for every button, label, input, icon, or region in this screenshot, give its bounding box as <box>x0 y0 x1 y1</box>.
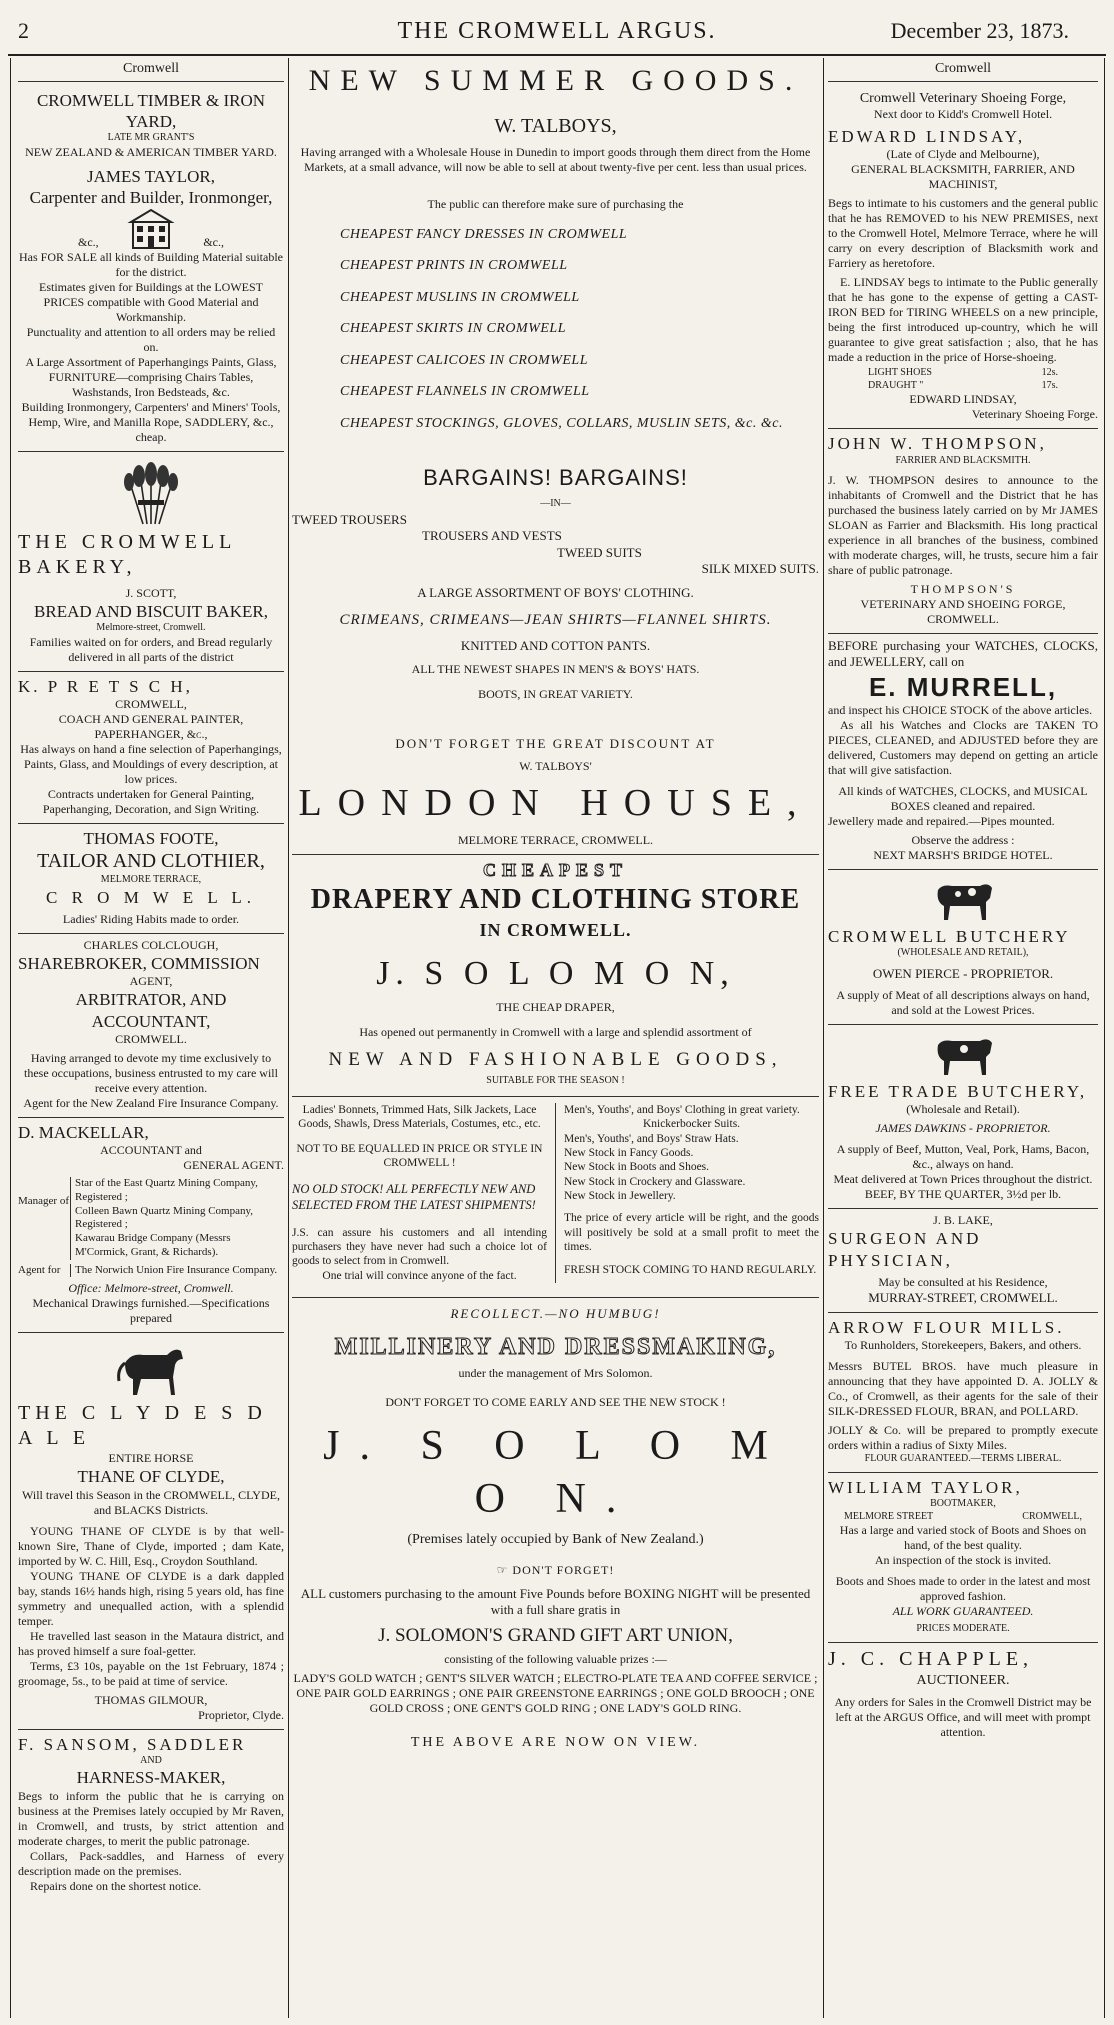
ad-text: All kinds of WATCHES, CLOCKS, and MUSICAL BOXES cleaned and repaired. <box>838 784 1088 813</box>
ad-text: Has always on hand a fine selection of Paperhangings, Paints, Glass, and Mouldings of every description, at low prices. <box>20 742 282 786</box>
ad-text: FLOUR GUARANTEED.—TERMS LIBERAL. <box>864 1453 1062 1465</box>
ad-text: Having arranged to devote my time exclusively to these occupations, business entrusted to my care will receive every attention. <box>24 1050 278 1095</box>
ad-foote <box>18 824 284 934</box>
ad-name: THOMAS FOOTE, <box>83 829 219 848</box>
ad-name: W. TALBOYS' <box>519 758 592 773</box>
ad-bakery <box>18 452 284 672</box>
ad-signature: THOMAS GILMOUR, <box>94 1692 208 1707</box>
ad-text: —IN— <box>540 497 571 509</box>
ad-title: FREE TRADE BUTCHERY, <box>828 1082 1088 1101</box>
ad-label: Manager of <box>18 1195 70 1207</box>
ad-text: An inspection of the stock is invited. <box>874 1553 1052 1567</box>
ad-trade: COACH AND GENERAL PAINTER, PAPERHANGER, &c., <box>58 712 244 741</box>
ad-text: AND <box>140 1754 162 1766</box>
ad-text: New Stock in Crockery and Glassware. <box>564 1175 746 1188</box>
ad-address: CROMWELL, <box>1022 1510 1082 1522</box>
ad-name: E. MURRELL, <box>868 671 1058 702</box>
ad-text: May be consulted at his Residence, <box>878 1274 1048 1289</box>
ad-title: THE CROMWELL BAKERY, <box>18 531 236 578</box>
ad-text: Any orders for Sales in the Cromwell District may be left at the ARGUS Office, and will meet with prompt attention. <box>834 1695 1092 1739</box>
ad-title: K. P R E T S C H, <box>18 676 193 696</box>
ad-subtitle: LATE MR GRANT'S <box>107 132 195 143</box>
dont-forget-line <box>292 1563 819 1578</box>
ad-address: MELMORE STREET <box>844 1510 934 1522</box>
ad-text: Boots and Shoes made to order in the latest and most approved fashion. <box>835 1574 1091 1603</box>
ad-title: J. SOLOMON'S GRAND GIFT ART UNION, <box>378 1625 733 1647</box>
right-border <box>1104 58 1105 2018</box>
ad-name: THANE OF CLYDE, <box>77 1467 225 1487</box>
ad-title: TAILOR AND CLOTHIER, <box>37 850 265 873</box>
ad-text: NOT TO BE EQUALLED IN PRICE OR STYLE IN CROMWELL ! <box>296 1142 543 1169</box>
header-rule <box>8 54 1106 56</box>
ad-thompson <box>828 429 1098 634</box>
ad-trade: BREAD AND BISCUIT BAKER, <box>34 602 268 621</box>
page-number: 2 <box>18 18 29 43</box>
ad-address: NEXT MARSH'S BRIDGE HOTEL. <box>873 848 1053 862</box>
ad-text: Has a large and varied stock of Boots and Shoes on hand, of the best quality. <box>839 1523 1087 1552</box>
ad-name: WILLIAM TAYLOR, <box>828 1477 1023 1497</box>
left-column <box>18 58 284 2018</box>
ad-title: MILLINERY AND DRESSMAKING, <box>334 1334 777 1361</box>
ad-text: New Stock in Fancy Goods. <box>564 1146 694 1159</box>
ad-signature: Proprietor, Clyde. <box>198 1707 284 1722</box>
ad-title: NEW SUMMER GOODS. <box>308 64 803 97</box>
ad-text: Colleen Bawn Quartz Mining Company, Registered ; <box>75 1204 254 1231</box>
ad-text: Jewellery made and repaired.—Pipes mounted. <box>828 814 1055 828</box>
ad-title: DRAPERY AND CLOTHING STORE <box>310 883 801 915</box>
ad-trade: HARNESS-MAKER, <box>76 1768 226 1788</box>
ad-text: LIGHT SHOES <box>868 367 932 379</box>
horse-illustration <box>111 1341 191 1397</box>
ad-text: Ladies' Bonnets, Trimmed Hats, Silk Jackets, Lace Goods, Shawls, Dress Materials, Costumes, etc., etc. <box>298 1103 541 1131</box>
ad-text: CRIMEANS, CRIMEANS—JEAN SHIRTS—FLANNEL SHIRTS. <box>339 612 772 629</box>
list-item: CHEAPEST FANCY DRESSES IN CROMWELL <box>340 226 628 242</box>
ad-clydesdale <box>18 1333 284 1729</box>
ad-solomon <box>292 855 819 1758</box>
ad-text: and inspect his CHOICE STOCK of the above articles. <box>828 703 1093 717</box>
wheat-sheaf-illustration <box>121 460 181 526</box>
ad-text: One trial will convince anyone of the fact. <box>322 1269 517 1282</box>
ad-name: JAMES TAYLOR, <box>86 166 216 186</box>
ad-text: As all his Watches and Clocks are TAKEN TO PIECES, CLEANED, and ADJUSTED before they are delivered, Customers may depend on getting an article that will give satisfaction. <box>828 718 1098 777</box>
building-illustration <box>126 208 176 250</box>
ad-pretsch <box>18 672 284 824</box>
ad-text: Agent for the New Zealand Fire Insurance Company. <box>23 1095 279 1110</box>
ad-lake <box>828 1209 1098 1313</box>
ad-subtitle: (Late of Clyde and Melbourne), <box>886 147 1040 162</box>
ad-text: YOUNG THANE OF CLYDE is by that well-known Sire, Thane of Clyde, imported ; dam Kate, imported by W. C. Hill, Esq., Croydon Southland. <box>18 1523 284 1568</box>
ad-text: Star of the East Quartz Mining Company, Registered ; <box>75 1177 258 1203</box>
ad-murrell <box>828 634 1098 870</box>
pointing-hand-icon: ☞ <box>496 1562 509 1577</box>
list-item: CHEAPEST CALICOES IN CROMWELL <box>340 352 588 368</box>
ad-trade: ARBITRATOR, AND ACCOUNTANT, <box>75 990 227 1031</box>
list-item: CHEAPEST MUSLINS IN CROMWELL <box>340 289 580 305</box>
ad-text: Begs to inform the public that he is carrying on business at the Premises lately occupied by Mr Raven, in Cromwell, and trusts, by strict attention and moderate charges, to merit the public patronage. <box>18 1788 284 1848</box>
ad-text: BEEF, BY THE QUARTER, 3½d per lb. <box>864 1187 1062 1202</box>
column-rule-2 <box>823 58 824 2018</box>
list-item: CHEAPEST PRINTS IN CROMWELL <box>340 258 568 273</box>
ad-subtitle: NEW ZEALAND & AMERICAN TIMBER YARD. <box>25 144 277 159</box>
ad-text: Men's, Youths', and Boys' Straw Hats. <box>564 1132 739 1145</box>
ad-free-trade-butchery <box>828 1025 1098 1209</box>
ad-subtitle: (WHOLESALE AND RETAIL), <box>897 947 1029 959</box>
ad-title: NEW AND FASHIONABLE GOODS, <box>328 1048 783 1070</box>
ad-subtitle: VETERINARY AND SHOEING FORGE, <box>860 597 1066 611</box>
ad-text: (Premises lately occupied by Bank of New Zealand.) <box>407 1532 704 1548</box>
ad-name: W. TALBOYS, <box>494 114 617 137</box>
ad-text: under the management of Mrs Solomon. <box>458 1366 653 1381</box>
ad-talboys <box>292 58 819 855</box>
ad-text: The price of every article will be right, and the goods will positively be sold at a small profit to meet the times. <box>564 1212 819 1254</box>
ad-text: Has opened out permanently in Cromwell with a large and splendid assortment of <box>359 1024 752 1039</box>
ad-text: DON'T FORGET THE GREAT DISCOUNT AT <box>395 736 716 752</box>
ad-text: DRAUGHT " <box>868 379 924 391</box>
ad-text: He travelled last season in the Mataura district, and has proved himself a sure foal-getter. <box>18 1628 284 1658</box>
ad-text: NO OLD STOCK! ALL PERFECTLY NEW AND SELECTED FROM THE LATEST SHIPMENTS! <box>292 1182 536 1212</box>
ad-text: FRESH STOCK COMING TO HAND REGULARLY. <box>564 1263 817 1276</box>
ad-trade: FARRIER AND BLACKSMITH. <box>895 454 1031 466</box>
middle-column <box>292 58 819 2018</box>
ad-name: EDWARD LINDSAY, <box>828 127 1026 146</box>
solomon-details <box>292 1096 819 1283</box>
ad-price: 17s. <box>1041 379 1058 391</box>
ad-text: New Stock in Boots and Shoes. <box>564 1161 710 1174</box>
ad-subtitle: CROMWELL. <box>927 612 999 626</box>
ad-text: Observe the address : <box>911 833 1015 847</box>
ad-text: Will travel this Season in the CROMWELL, CLYDE, and BLACKS Districts. <box>22 1487 280 1517</box>
ad-text: YOUNG THANE OF CLYDE is a dark dappled bay, stands 16½ hands high, rising 5 years old, has fine symmetry and unequalled action, with a splendid temper. <box>18 1568 284 1628</box>
ad-name: J. S O L O M O N. <box>323 1423 788 1522</box>
ad-name: J. B. LAKE, <box>933 1213 993 1228</box>
ad-text: ALL customers purchasing to the amount Five Pounds before BOXING NIGHT will be presented with a full share gratis in <box>300 1585 811 1617</box>
ad-text: Meat delivered at Town Prices throughout the district. <box>833 1172 1093 1187</box>
ad-text: Begs to intimate to his customers and the general public that he has REMOVED to his NEW PREMISES, next to the Cromwell Hotel, Melmore Terrace, where he will carry on every description of Blacksmith work and Farriery as heretofore. <box>828 196 1098 271</box>
ad-text: Punctuality and attention to all orders may be relied on. <box>26 325 276 354</box>
agent-list <box>18 1264 284 1278</box>
ad-text: J. W. THOMPSON desires to announce to the inhabitants of Cromwell and the District that he has purchased the business lately carried on by Mr JAMES SLOAN as Farrier and Blacksmith. His long practical experience in all branches of the business, combined with moderate charges, will, he trusts, secure him a fair share of public patronage. <box>828 473 1098 577</box>
ad-text: Estimates given for Buildings at the LOWEST PRICES compatible with Good Material and Workmanship. <box>39 280 263 324</box>
ad-text: Kawarau Bridge Company (Messrs M'Cormick, Grant, & Richards). <box>75 1232 231 1258</box>
ad-subtitle: THOMPSON'S <box>910 582 1016 596</box>
ad-address: MELMORE TERRACE, CROMWELL. <box>457 833 654 847</box>
ad-price: 12s. <box>1041 367 1058 379</box>
ad-taylor-bootmaker <box>828 1473 1098 1643</box>
ad-trade: GENERAL AGENT. <box>183 1158 284 1172</box>
ad-text: Having arranged with a Wholesale House in Dunedin to import goods through them direct from the Home Markets, at a small advance, will now be able to sell at about twenty-five per cent. less than usual prices. <box>300 144 811 174</box>
manager-list <box>18 1177 284 1260</box>
cheapest-list <box>292 226 819 433</box>
ad-mackellar <box>18 1118 284 1334</box>
cow-illustration <box>928 878 998 922</box>
ad-title: ARROW FLOUR MILLS. <box>828 1318 1065 1337</box>
list-item: CHEAPEST SKIRTS IN CROMWELL <box>340 321 566 336</box>
ad-title: LONDON HOUSE, <box>298 781 813 824</box>
ad-title: D. MACKELLAR, <box>18 1122 149 1142</box>
ad-text: The Norwich Union Fire Insurance Company. <box>70 1264 284 1278</box>
ad-cromwell-butchery <box>828 870 1098 1025</box>
ad-text: KNITTED AND COTTON PANTS. <box>460 638 651 653</box>
bargains-heading: BARGAINS! BARGAINS! <box>423 465 688 490</box>
ad-text: &c., <box>203 235 224 249</box>
ad-text: E. LINDSAY begs to intimate to the Public generally that he has gone to the expense of getting a CAST-IRON BED for TIRING WHEELS on a new principle, being the first introduced up-country, which he will guarantee to give great satisfaction ; also, that he has made a reduction in the price of Horse-shoeing. <box>828 275 1098 365</box>
ad-name: J. SCOTT, <box>125 586 177 600</box>
right-column <box>828 58 1098 2018</box>
ad-signature: EDWARD LINDSAY, <box>909 392 1017 407</box>
ad-title: SHAREBROKER, COMMISSION <box>18 954 260 973</box>
ad-trade: Carpenter and Builder, Ironmonger, <box>29 187 273 207</box>
ad-text: The public can therefore make sure of purchasing the <box>427 196 684 211</box>
ad-text: consisting of the following valuable prizes :— <box>444 1652 667 1666</box>
ad-text: THE ABOVE ARE NOW ON VIEW. <box>410 1735 701 1750</box>
ad-text: ALL THE NEWEST SHAPES IN MEN'S & BOYS' HATS. <box>411 662 700 677</box>
ad-text: ALL WORK GUARANTEED. <box>892 1604 1034 1618</box>
ad-chapple <box>828 1643 1098 1747</box>
price-row <box>828 380 1098 393</box>
ad-text: &c., <box>78 235 99 249</box>
ad-trade: ACCOUNTANT and <box>100 1143 202 1157</box>
ad-name: JOHN W. THOMPSON, <box>828 434 1047 454</box>
ad-text: JOLLY & Co. will be prepared to promptly execute orders within a radius of Sixty Miles. <box>828 1423 1098 1453</box>
ad-text: Contracts undertaken for General Painting, Paperhanging, Decoration, and Sign Writing. <box>42 787 260 816</box>
cow-illustration <box>928 1033 998 1077</box>
column-heading: Cromwell <box>828 58 1098 82</box>
ad-text: TWEED TROUSERS <box>292 512 407 527</box>
ad-text: SILK MIXED SUITS. <box>701 560 819 576</box>
ad-text: Mechanical Drawings furnished.—Specifications prepared <box>32 1296 270 1326</box>
ad-text: TWEED SUITS <box>557 544 642 560</box>
ad-trade: GENERAL BLACKSMITH, FARRIER, AND MACHINIST, <box>851 162 1075 192</box>
price-row <box>828 365 1098 380</box>
list-item: CHEAPEST STOCKINGS, GLOVES, COLLARS, MUSLIN SETS, &c. &c. <box>340 415 783 431</box>
ad-sansom <box>18 1730 284 1900</box>
ad-name: JAMES DAWKINS - PROPRIETOR. <box>875 1121 1051 1136</box>
ad-text: Terms, £3 10s, payable on the 1st February, 1874 ; groomage, 5s., to be paid at time of service. <box>18 1658 284 1688</box>
ad-subtitle: Next door to Kidd's Cromwell Hotel. <box>873 107 1053 121</box>
ad-text: A LARGE ASSORTMENT OF BOYS' CLOTHING. <box>417 585 694 600</box>
list-item: CHEAPEST FLANNELS IN CROMWELL <box>340 384 590 399</box>
ad-name: J. C. CHAPPLE, <box>828 1647 1034 1670</box>
ad-subtitle: CROMWELL. <box>115 1031 187 1046</box>
ad-subtitle: (Wholesale and Retail). <box>906 1102 1020 1117</box>
ad-text: BEFORE purchasing your WATCHES, CLOCKS, and JEWELLERY, call on <box>828 638 1098 670</box>
solomon-right <box>555 1103 819 1283</box>
ad-title: SURGEON AND PHYSICIAN, <box>828 1229 982 1270</box>
masthead <box>0 0 1114 52</box>
ad-arrow-flour-mills <box>828 1313 1098 1473</box>
ad-text: New Stock in Jewellery. <box>564 1190 676 1202</box>
ad-text: Knickerbocker Suits. <box>642 1118 741 1131</box>
ad-name: OWEN PIERCE - PROPRIETOR. <box>872 965 1054 981</box>
ad-text: To Runholders, Storekeepers, Bakers, and others. <box>844 1338 1082 1353</box>
ad-label: Agent for <box>18 1263 61 1276</box>
ad-timber-yard <box>18 86 284 453</box>
ad-title: CROMWELL BUTCHERY <box>828 927 1071 946</box>
ad-subtitle: IN CROMWELL. <box>479 919 632 940</box>
ad-name: CHARLES COLCLOUGH, <box>83 938 219 952</box>
ad-text: DON'T FORGET TO COME EARLY AND SEE THE NEW STOCK ! <box>385 1395 726 1410</box>
solomon-left <box>292 1103 547 1283</box>
ad-veterinary-forge <box>828 86 1098 430</box>
issue-date: December 23, 1873. <box>890 18 1069 43</box>
ad-subtitle: C R O M W E L L. <box>45 887 257 907</box>
ad-text: A Large Assortment of Paperhangings Paints, Glass, FURNITURE—comprising Chairs Tables, Washstands, Iron Bedsteads, &c. <box>25 355 277 399</box>
ad-title: CHEAPEST <box>482 860 629 880</box>
ad-colclough <box>18 934 284 1118</box>
ad-text: Has FOR SALE all kinds of Building Material suitable for the district. <box>19 250 283 279</box>
ad-text: Repairs done on the shortest notice. <box>30 1878 202 1893</box>
ad-text: Building Ironmongery, Carpenters' and Miners' Tools, Hemp, Wire, and Manilla Rope, SADDLERY, &c., cheap. <box>21 400 281 444</box>
newspaper-title: THE CROMWELL ARGUS. <box>397 18 717 44</box>
ad-title: F. SANSOM, SADDLER <box>18 1734 247 1754</box>
ad-title: Cromwell Veterinary Shoeing Forge, <box>859 90 1067 106</box>
ad-text: LADY'S GOLD WATCH ; GENT'S SILVER WATCH ; ELECTRO-PLATE TEA AND COFFEE SERVICE ; ONE PAIR GOLD EARRINGS ; ONE PAIR GREENSTONE EARRINGS ; ONE GOLD BROOCH ; ONE GOLD CROSS ; ONE GENT'S GOLD RING ; ONE LADY'S GOLD RING. <box>293 1671 818 1715</box>
ad-text: A supply of Meat of all descriptions always on hand, and sold at the Lowest Prices. <box>836 988 1090 1017</box>
ad-text: BOOTS, IN GREAT VARIETY. <box>478 687 633 702</box>
ad-text: Collars, Pack-saddles, and Harness of every description made on the premises. <box>18 1848 284 1878</box>
ad-text: TROUSERS AND VESTS <box>422 528 562 544</box>
ad-title: THE C L Y D E S D A L E <box>18 1402 267 1450</box>
ad-text: J.S. can assure his customers and all intending purchasers they have never had such a choice lot of goods to select from in Cromwell. <box>292 1226 547 1268</box>
ad-title: CROMWELL TIMBER & IRON YARD, <box>36 90 266 131</box>
ad-signature: Veterinary Shoeing Forge. <box>971 407 1098 422</box>
address-row <box>828 1511 1098 1524</box>
ad-text: Men's, Youths', and Boys' Clothing in great variety. <box>564 1103 800 1116</box>
ad-text: SUITABLE FOR THE SEASON ! <box>486 1075 625 1087</box>
ad-subtitle: THE CHEAP DRAPER, <box>496 999 615 1014</box>
column-heading: Cromwell <box>18 58 284 82</box>
ad-address: MURRAY-STREET, CROMWELL. <box>868 1289 1058 1305</box>
ad-subtitle: AGENT, <box>129 974 173 989</box>
ad-text: RECOLLECT.—NO HUMBUG! <box>292 1297 819 1322</box>
ad-text: A supply of Beef, Mutton, Veal, Pork, Hams, Bacon, &c., always on hand. <box>836 1142 1090 1172</box>
ad-text: Ladies' Riding Habits made to order. <box>62 912 240 926</box>
ad-address: Melmore-street, Cromwell. <box>96 622 206 634</box>
ad-text: PRICES MODERATE. <box>916 1623 1010 1634</box>
ad-subtitle: CROMWELL, <box>115 697 187 711</box>
ad-text: DON'T FORGET! <box>512 1562 615 1577</box>
ad-address: MELMORE TERRACE, <box>100 874 202 886</box>
column-rule-1 <box>288 58 289 2018</box>
ad-trade: AUCTIONEER. <box>916 1672 1010 1688</box>
ad-text: Messrs BUTEL BROS. have much pleasure in announcing that they have appointed D. A. JOLLY & Co., of Cromwell, as their agents for the sale of their SILK-DRESSED FLOUR, BRAN, and POLLARD. <box>828 1359 1098 1419</box>
ad-address: Office: Melmore-street, Cromwell. <box>68 1281 234 1296</box>
ad-subtitle: ENTIRE HORSE <box>108 1451 194 1466</box>
ad-trade: BOOTMAKER, <box>930 1498 996 1509</box>
ad-text: Families waited on for orders, and Bread regularly delivered in all parts of the district <box>29 634 273 664</box>
left-border <box>10 58 11 2018</box>
ad-name: J. S O L O M O N, <box>376 955 735 992</box>
